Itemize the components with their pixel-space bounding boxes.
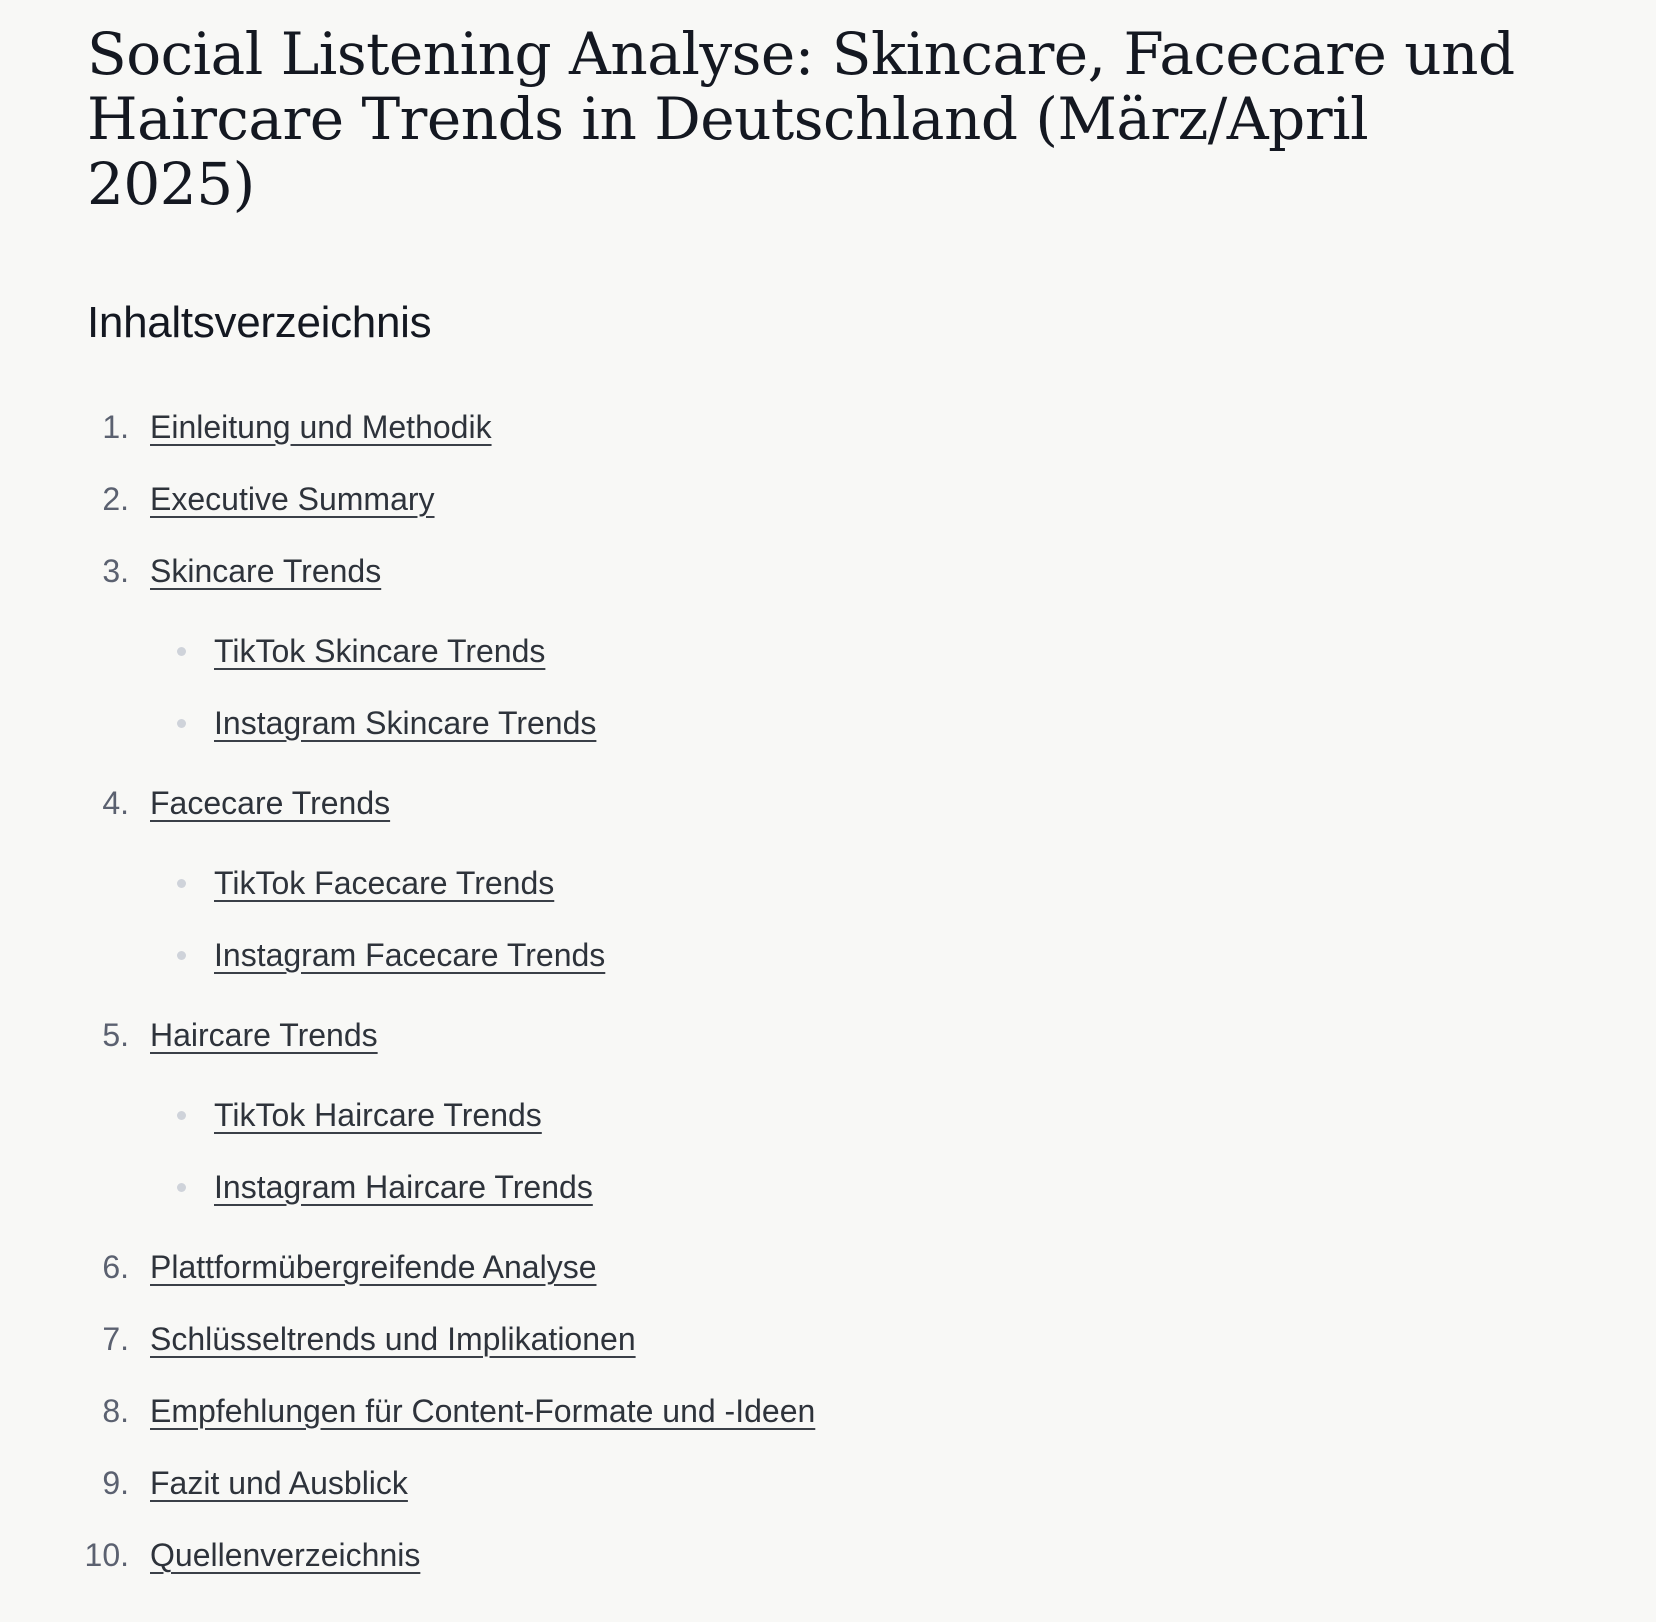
- toc-item: [0, 1317, 636, 1361]
- toc-link-tiktok-facecare[interactable]: TikTok Facecare Trends: [214, 864, 555, 901]
- toc-item-number: 9.: [102, 1464, 129, 1501]
- toc-item: [0, 1461, 408, 1505]
- toc-item: [0, 1245, 596, 1289]
- toc-item: [0, 549, 381, 593]
- toc-link-instagram-facecare[interactable]: Instagram Facecare Trends: [214, 936, 606, 973]
- toc-item-number: 6.: [102, 1248, 129, 1285]
- toc-link-empfehlungen[interactable]: Empfehlungen für Content-Formate und -Ideen: [150, 1392, 816, 1429]
- page-title: Social Listening Analyse: Skincare, Facecare und Haircare Trends in Deutschland (März/April 2025): [87, 20, 1515, 218]
- toc-item-number: 4.: [102, 784, 129, 821]
- toc-item: [0, 1389, 815, 1433]
- bullet-icon: [177, 647, 186, 656]
- toc-item: [0, 1013, 378, 1057]
- toc-subitem: [0, 1165, 900, 1209]
- toc-link-tiktok-haircare[interactable]: TikTok Haircare Trends: [214, 1096, 542, 1133]
- toc-link-instagram-haircare[interactable]: Instagram Haircare Trends: [214, 1168, 593, 1205]
- bullet-icon: [177, 951, 186, 960]
- bullet-icon: [177, 719, 186, 728]
- toc-item-number: 1.: [102, 408, 129, 445]
- toc-link-haircare-trends[interactable]: Haircare Trends: [150, 1016, 378, 1053]
- toc-item-number: 8.: [102, 1392, 129, 1429]
- toc-link-tiktok-skincare[interactable]: TikTok Skincare Trends: [214, 632, 546, 669]
- toc-link-schluesseltrends[interactable]: Schlüsseltrends und Implikationen: [150, 1320, 636, 1357]
- toc-link-fazit[interactable]: Fazit und Ausblick: [150, 1464, 408, 1501]
- toc-item-number: 5.: [102, 1016, 129, 1053]
- toc-item-number: 3.: [102, 552, 129, 589]
- toc-item: [0, 477, 435, 521]
- toc-subitem: [0, 629, 900, 673]
- toc-item: [0, 1533, 420, 1577]
- toc-subitem: [0, 1093, 900, 1137]
- toc-item-number: 10.: [84, 1536, 129, 1573]
- toc-link-facecare-trends[interactable]: Facecare Trends: [150, 784, 391, 821]
- toc-subitem: [0, 933, 900, 977]
- toc-subitem: [0, 701, 900, 745]
- toc-item-number: 7.: [102, 1320, 129, 1357]
- toc-link-plattform-analyse[interactable]: Plattformübergreifende Analyse: [150, 1248, 597, 1285]
- toc-link-executive-summary[interactable]: Executive Summary: [150, 480, 435, 517]
- bullet-icon: [177, 1183, 186, 1192]
- toc-subitem: [0, 861, 900, 905]
- toc-item-number: 2.: [102, 480, 129, 517]
- toc-item: [0, 781, 390, 825]
- toc-link-quellenverzeichnis[interactable]: Quellenverzeichnis: [150, 1536, 421, 1573]
- toc-link-skincare-trends[interactable]: Skincare Trends: [150, 552, 382, 589]
- toc-item: [0, 405, 492, 449]
- toc-link-einleitung[interactable]: Einleitung und Methodik: [150, 408, 492, 445]
- toc-heading: Inhaltsverzeichnis: [87, 298, 432, 347]
- toc-link-instagram-skincare[interactable]: Instagram Skincare Trends: [214, 704, 597, 741]
- bullet-icon: [177, 879, 186, 888]
- bullet-icon: [177, 1111, 186, 1120]
